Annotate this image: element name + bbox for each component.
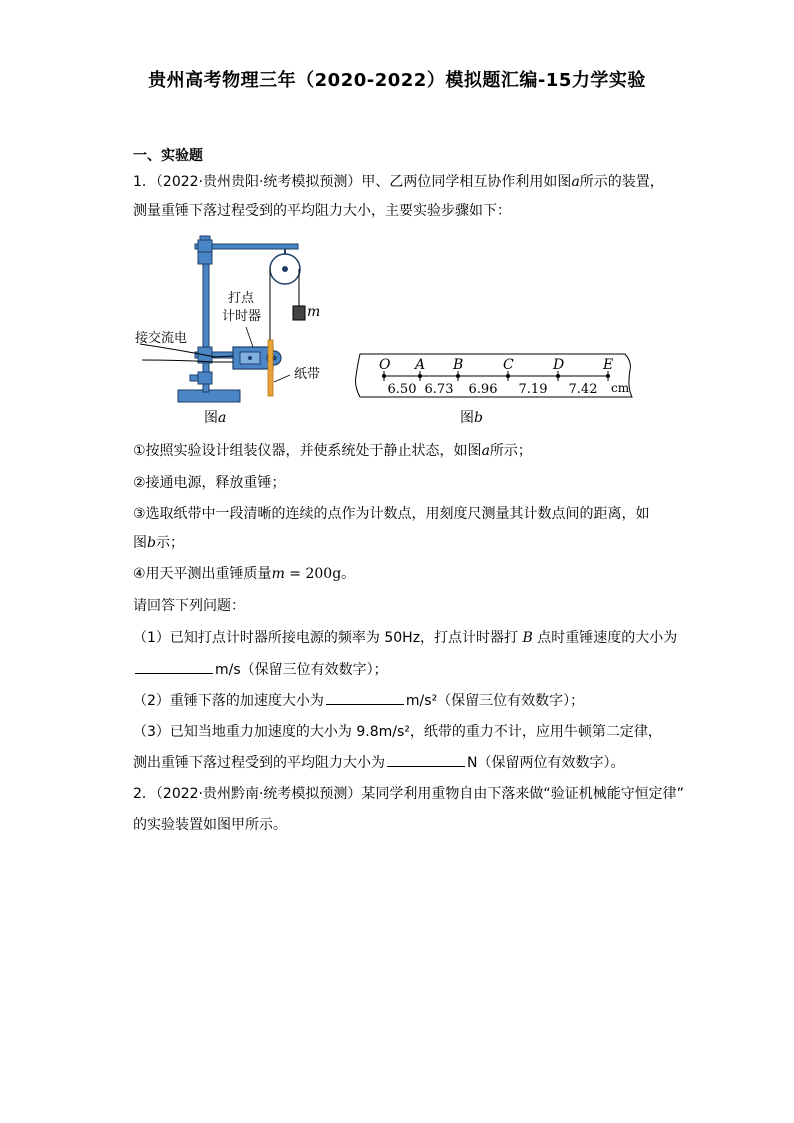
step-3-line2: 图b示；: [133, 535, 184, 551]
tape-distance-5: 7.42: [568, 382, 598, 397]
section-heading: 一、实验题: [133, 148, 203, 164]
tape-label-C: C: [503, 357, 514, 373]
tape-distance-1: 6.50: [387, 382, 417, 397]
subq-3-line1: （3）已知当地重力加速度的大小为 9.8m/s²，纸带的重力不计，应用牛顿第二定律，: [133, 724, 662, 740]
tape-unit: cm: [611, 381, 630, 395]
figure-b-tape: [356, 354, 633, 426]
label-tape: 纸带: [294, 367, 321, 382]
tape-label-B: B: [453, 357, 464, 373]
step-1: ①按照实验设计组装仪器，并使系统处于静止状态，如图a所示；: [133, 443, 532, 459]
subq-1-line2: m/s（保留三位有效数字）；: [133, 659, 388, 680]
q2-line2: 的实验装置如图甲所示。: [133, 817, 287, 833]
label-mass: m: [307, 304, 321, 320]
figure-a-apparatus: [135, 236, 320, 426]
step-3-line1: ③选取纸带中一段清晰的连续的点作为计数点，用刻度尺测量其计数点间的距离，如: [133, 506, 650, 522]
tape-distance-4: 7.19: [518, 382, 548, 397]
answer-blank-3[interactable]: [387, 752, 465, 767]
tape-label-D: D: [553, 357, 565, 373]
answer-prompt: 请回答下列问题：: [133, 598, 245, 614]
tape-label-A: A: [415, 357, 426, 373]
page-title: 贵州高考物理三年（2020-2022）模拟题汇编-15力学实验: [148, 70, 646, 91]
tape-label-E: E: [603, 357, 614, 373]
subq-2: （2）重锤下落的加速度大小为 m/s²（保留三位有效数字）；: [133, 690, 584, 711]
experiment-figures: [120, 232, 640, 432]
label-timer-line1: 打点: [228, 291, 255, 306]
tape-distance-2: 6.73: [424, 382, 454, 397]
step-2: ②接通电源，释放重锤；: [133, 475, 286, 491]
caption-b: 图b: [460, 410, 483, 426]
step-4: ④用天平测出重锤质量m = 200g。: [133, 566, 356, 582]
caption-a: 图a: [204, 410, 227, 426]
label-ac-power: 接交流电: [135, 331, 188, 346]
q2-line1: 2．（2022·贵州黔南·统考模拟预测）某同学利用重物自由下落来做“验证机械能守恒定律”: [133, 786, 684, 802]
answer-blank-1[interactable]: [135, 659, 213, 674]
q1-intro-line2: 测量重锤下落过程受到的平均阻力大小，主要实验步骤如下：: [133, 203, 511, 219]
answer-blank-2[interactable]: [326, 690, 404, 705]
tape-label-O: O: [379, 357, 391, 373]
subq-3-line2: 测出重锤下落过程受到的平均阻力大小为 N（保留两位有效数字）。: [133, 752, 624, 773]
label-timer-line2: 计时器: [222, 309, 262, 324]
tape-distance-3: 6.96: [468, 382, 498, 397]
q1-intro-line1: 1．（2022·贵州贵阳·统考模拟预测）甲、乙两位同学相互协作利用如图a所示的装置，: [133, 174, 664, 190]
subq-1-line1: （1）已知打点计时器所接电源的频率为 50Hz，打点计时器打 B 点时重锤速度的大小为: [133, 630, 678, 646]
